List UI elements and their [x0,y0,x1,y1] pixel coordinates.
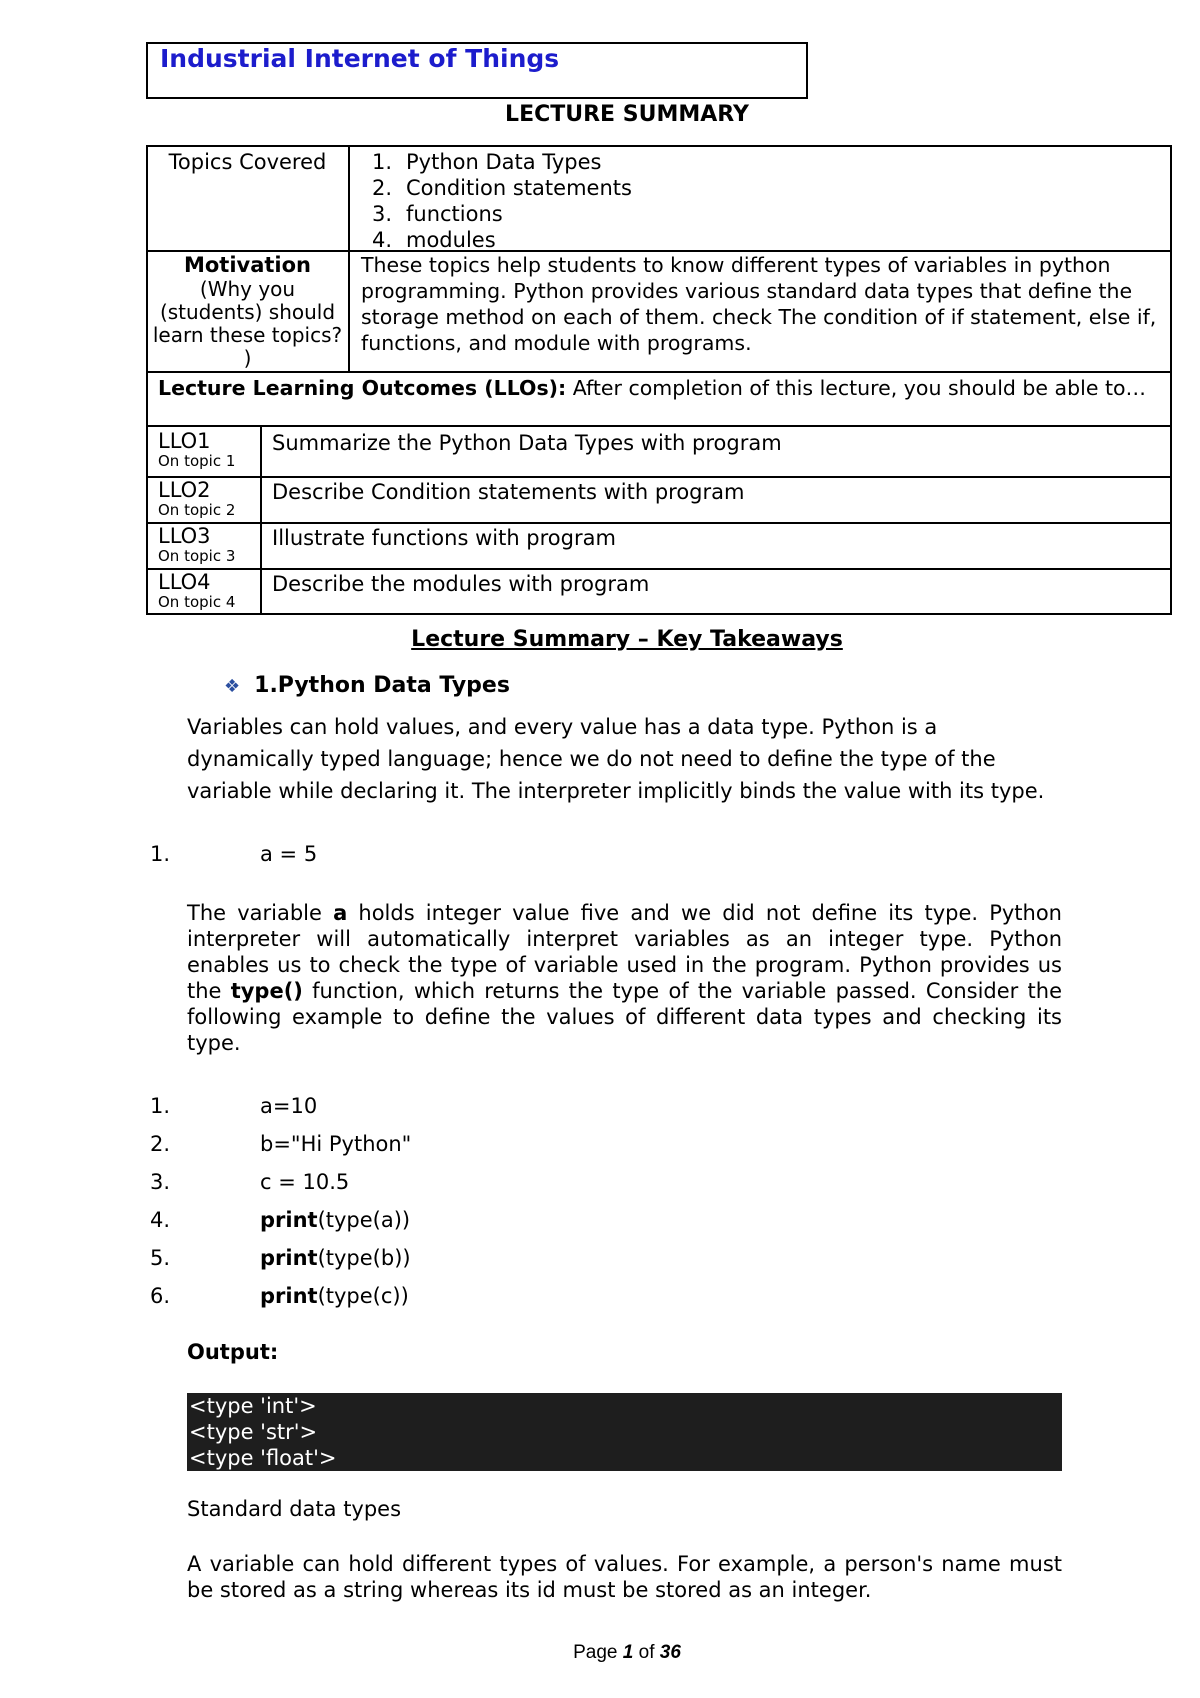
section-title: ❖ 1.Python Data Types [224,673,510,698]
course-title: Industrial Internet of Things [160,44,560,73]
topic-item: 3. functions [371,202,503,226]
summary-table [146,145,1172,615]
code-example-line: 1. a = 5 [150,842,318,866]
course-title-box [146,42,808,99]
key-takeaways-heading: Lecture Summary – Key Takeaways [411,627,843,652]
output-line: <type 'int'> [189,1394,317,1418]
output-console [187,1393,1062,1471]
llo-description: Illustrate functions with program [272,526,616,550]
lecture-summary-heading: LECTURE SUMMARY [505,102,749,127]
page-footer: Page 1 of 36 [573,1642,681,1663]
code-line: 5. print(type(b)) [150,1246,411,1270]
llo-description: Describe Condition statements with program [272,480,745,504]
motivation-subtitle: (Why you (students) should learn these topics? ) [152,277,343,370]
llo-code: LLO4 On topic 4 [158,570,236,611]
topic-item: 1. Python Data Types [371,150,602,174]
output-line: <type 'float'> [189,1446,337,1470]
llo-description: Summarize the Python Data Types with program [272,431,782,455]
output-line: <type 'str'> [189,1420,318,1444]
topic-item: 2. Condition statements [371,176,632,200]
topic-item: 4. modules [371,228,496,252]
code-line: 6. print(type(c)) [150,1284,409,1308]
standard-data-types-label: Standard data types [187,1497,402,1521]
paragraph: A variable can hold different types of values. For example, a person's name must be stored as a string whereas its id must be stored as an integer. [187,1552,1062,1602]
llo-intro: Lecture Learning Outcomes (LLOs): After completion of this lecture, you should be able to… [158,376,1147,400]
llo-code: LLO1 On topic 1 [158,429,236,470]
llo-description: Describe the modules with program [272,572,650,596]
llo-code: LLO2 On topic 2 [158,478,236,519]
paragraph: Variables can hold values, and every value has a data type. Python is a dynamically typed language; hence we do not need to define the type of the variable while declaring it. The interpreter implicitly binds the value with its type. [187,715,1045,803]
code-line: 1. a=10 [150,1094,318,1118]
output-label: Output: [187,1340,279,1364]
code-line: 3. c = 10.5 [150,1170,350,1194]
motivation-label [148,252,347,370]
motivation-title: Motivation [183,253,312,277]
code-line: 2. b="Hi Python" [150,1132,412,1156]
topics-covered-label: Topics Covered [168,150,327,174]
motivation-text: These topics help students to know different types of variables in python programming. Python provides various standard data types that define the storage method on each of them. check The condition of if statement, else if, functions, and module with programs. [361,253,1157,355]
paragraph: The variable a holds integer value five and we did not define its type. Python interpreter will automatically interpret variables as an integer type. Python enables us to check the type of variable used in the program. Python provides us the type() function, which returns the type of the variable passed. Consider the following example to define the values of different data types and checking its type. [187,901,1062,1055]
llo-code: LLO3 On topic 3 [158,524,236,565]
topics-list [356,149,632,253]
code-line: 4. print(type(a)) [150,1208,411,1232]
diamond-bullet-icon: ❖ [224,676,241,697]
